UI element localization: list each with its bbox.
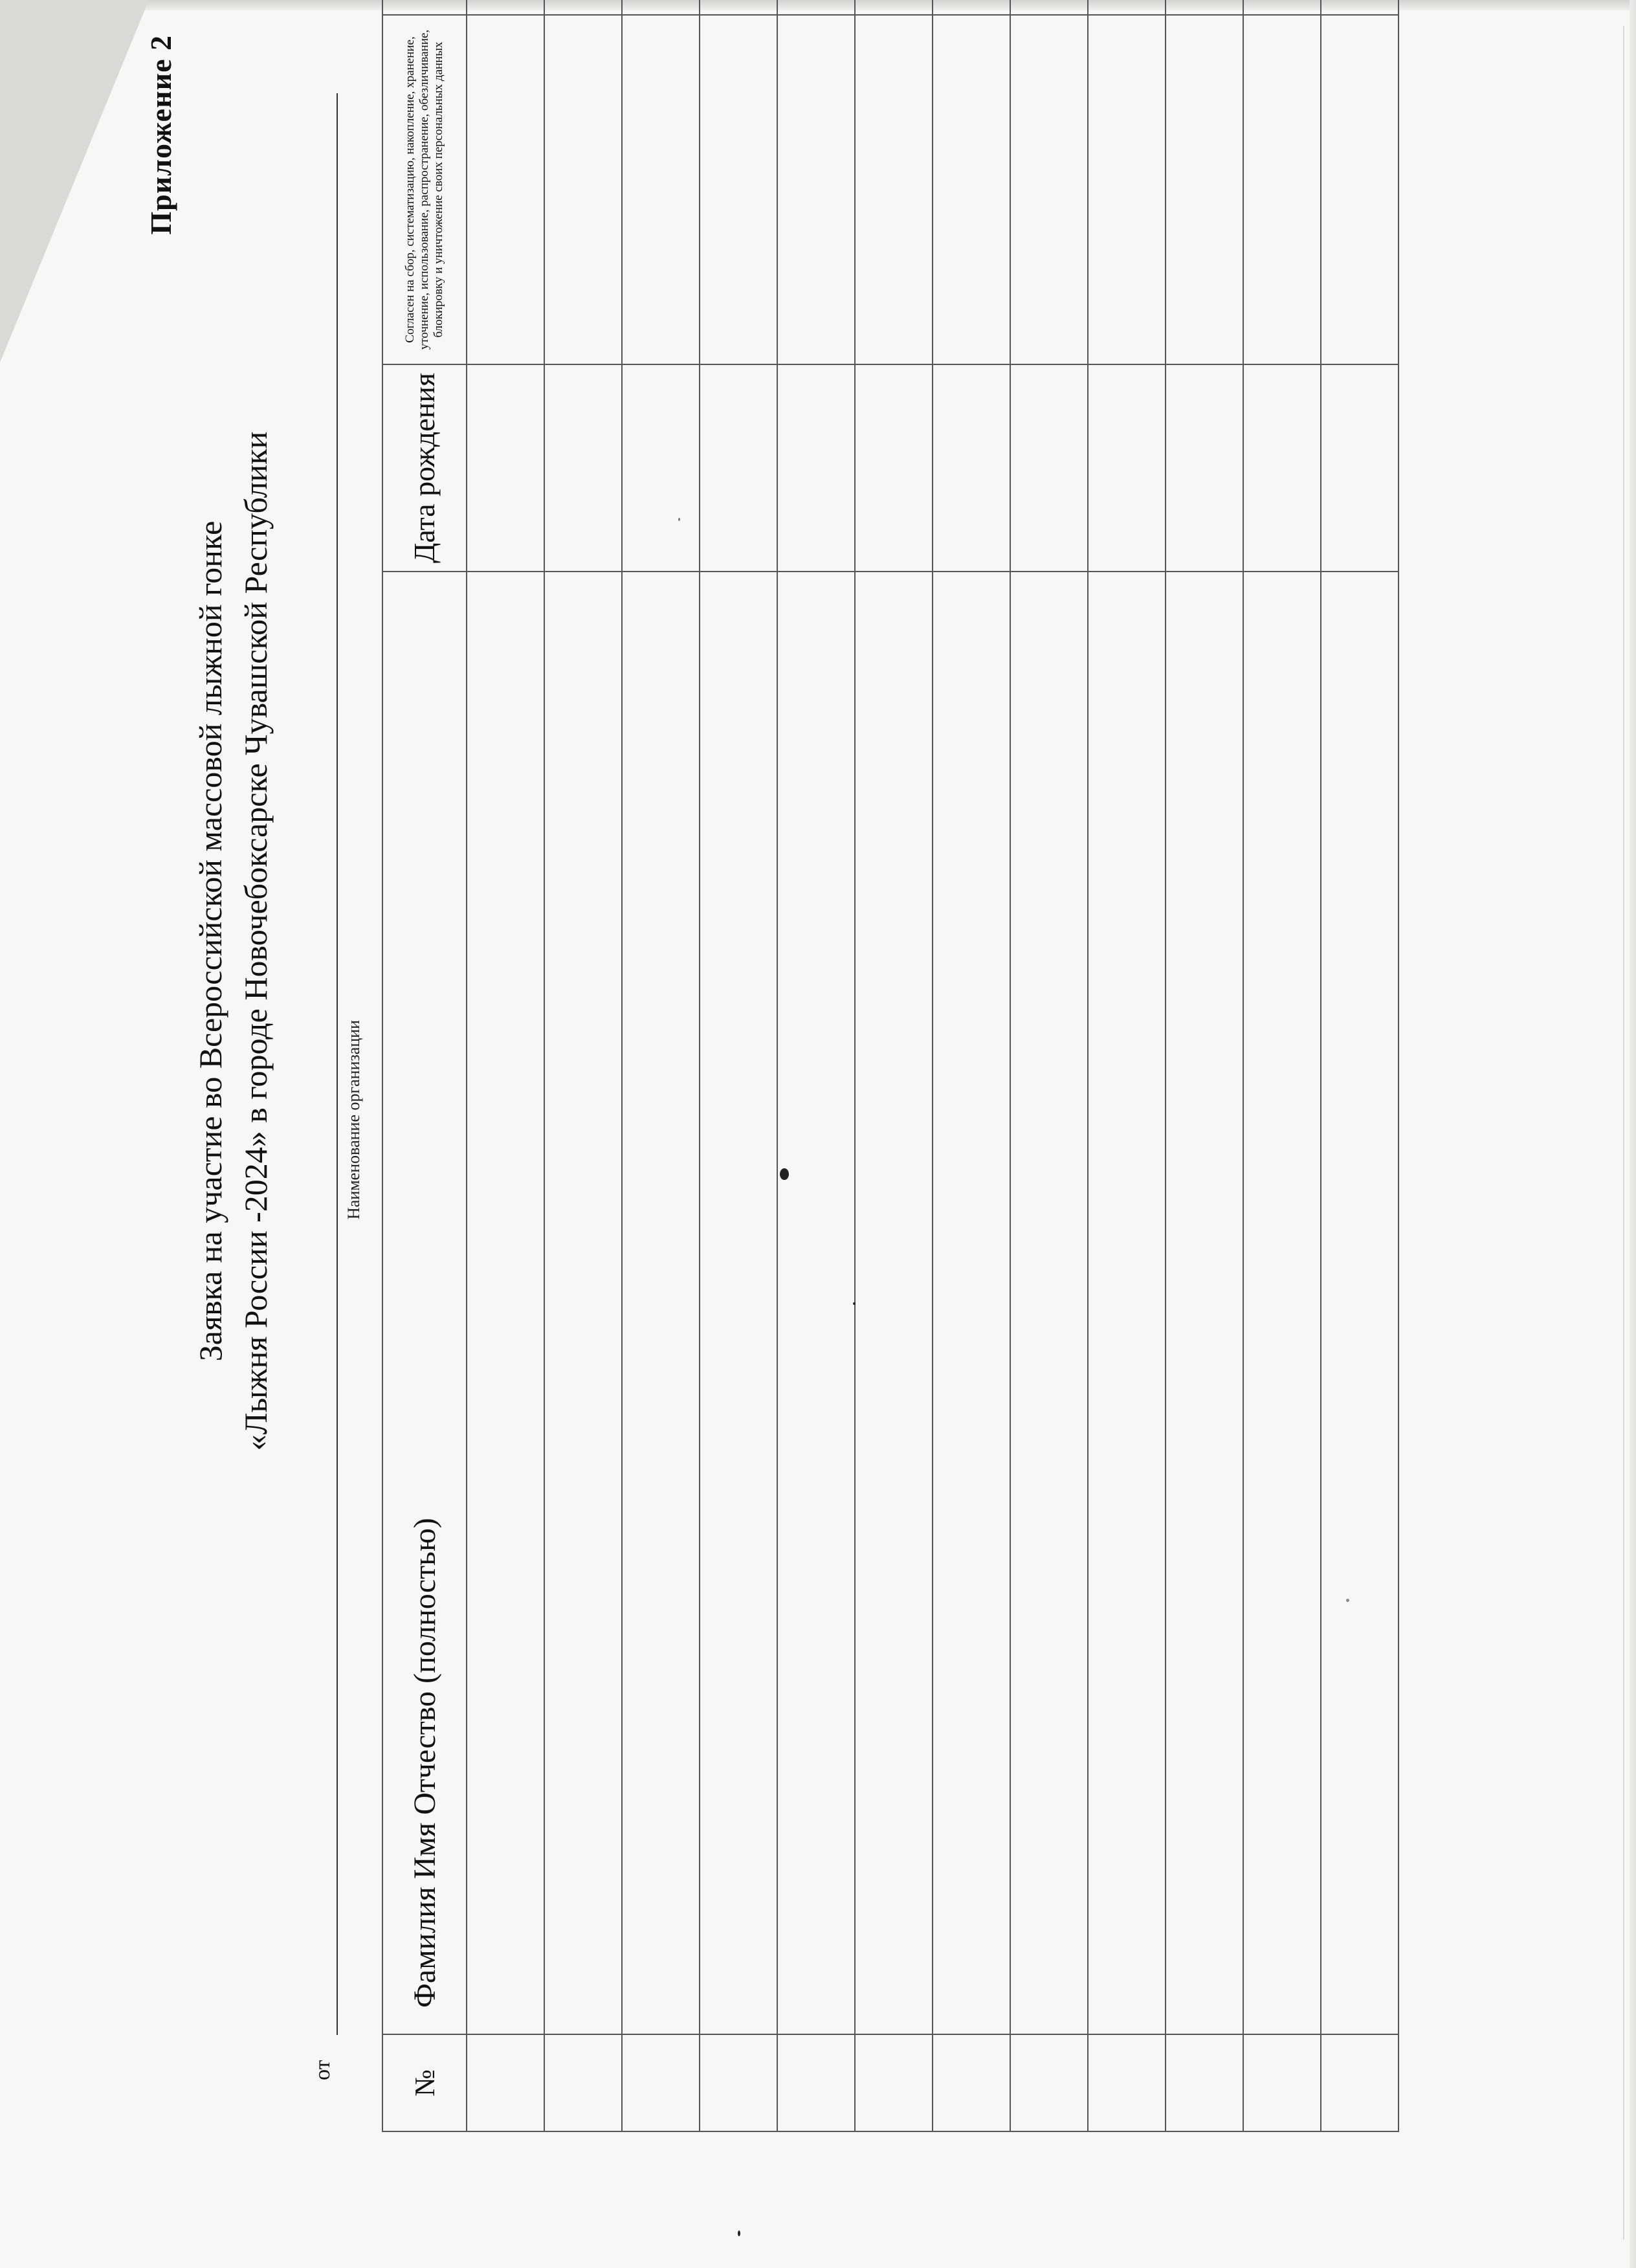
table-row [544, 0, 622, 2131]
cell-birth-date[interactable] [933, 364, 1010, 572]
header-doctor-approval [382, 0, 467, 15]
from-organization-row [304, 41, 343, 2080]
form-title-line-1: Заявка на участие во Всероссийской массовой лыжной гонке [192, 520, 228, 1362]
table-row [1088, 0, 1166, 2131]
cell-full-name[interactable] [933, 572, 1010, 2034]
cell-number[interactable] [777, 2034, 855, 2131]
cell-doctor-approval[interactable] [467, 0, 544, 15]
cell-birth-date[interactable] [544, 364, 622, 572]
cell-birth-date[interactable] [1088, 364, 1166, 572]
organization-fill-line[interactable] [337, 93, 338, 2035]
cell-number[interactable] [1321, 2034, 1398, 2131]
cell-full-name[interactable] [467, 572, 544, 2034]
header-data-consent: Согласен на сбор, систематизацию, накопление, хранение, уточнение, использование, распространение, обезличивание, блокировку и уничтожение своих персональных данных [382, 15, 467, 364]
cell-doctor-approval[interactable] [1088, 0, 1166, 15]
cell-doctor-approval[interactable] [1321, 0, 1398, 15]
cell-birth-date[interactable] [855, 364, 933, 572]
header-full-name: Фамилия Имя Отчество (полностью) [382, 572, 467, 2034]
cell-number[interactable] [622, 2034, 700, 2131]
scan-speck [1346, 1599, 1349, 1602]
cell-full-name[interactable] [544, 572, 622, 2034]
table-body [467, 0, 1398, 2131]
cell-data-consent[interactable] [933, 15, 1010, 364]
cell-doctor-approval[interactable] [700, 0, 777, 15]
table-row [467, 0, 544, 2131]
scan-speck [780, 1168, 789, 1180]
scan-speck [853, 1302, 856, 1305]
table-row [700, 0, 777, 2131]
cell-doctor-approval[interactable] [1243, 0, 1321, 15]
cell-data-consent[interactable] [1010, 15, 1088, 364]
cell-birth-date[interactable] [1243, 364, 1321, 572]
table-row [933, 0, 1010, 2131]
cell-full-name[interactable] [855, 572, 933, 2034]
table-header-row [382, 0, 467, 2131]
cell-number[interactable] [855, 2034, 933, 2131]
cell-data-consent[interactable] [1166, 15, 1243, 364]
cell-full-name[interactable] [1010, 572, 1088, 2034]
cell-full-name[interactable] [777, 572, 855, 2034]
cell-full-name[interactable] [622, 572, 700, 2034]
cell-data-consent[interactable] [467, 15, 544, 364]
cell-number[interactable] [467, 2034, 544, 2131]
cell-data-consent[interactable] [777, 15, 855, 364]
cell-number[interactable] [1166, 2034, 1243, 2131]
cell-data-consent[interactable] [544, 15, 622, 364]
participants-table [382, 0, 1399, 2132]
table-row [1010, 0, 1088, 2131]
cell-data-consent[interactable] [855, 15, 933, 364]
cell-doctor-approval[interactable] [777, 0, 855, 15]
table-row [1321, 0, 1398, 2131]
cell-full-name[interactable] [1166, 572, 1243, 2034]
cell-doctor-approval[interactable] [544, 0, 622, 15]
cell-number[interactable] [1010, 2034, 1088, 2131]
header-number: № [382, 2034, 467, 2131]
scan-speck [738, 2230, 740, 2236]
cell-data-consent[interactable] [1243, 15, 1321, 364]
table-row [1243, 0, 1321, 2131]
appendix-label: Приложение 2 [144, 35, 177, 235]
cell-birth-date[interactable] [700, 364, 777, 572]
cell-birth-date[interactable] [1166, 364, 1243, 572]
header-birth-date: Дата рождения [382, 364, 467, 572]
cell-doctor-approval[interactable] [1010, 0, 1088, 15]
cell-doctor-approval[interactable] [933, 0, 1010, 15]
table-row [622, 0, 700, 2131]
cell-number[interactable] [1243, 2034, 1321, 2131]
table-row [855, 0, 933, 2131]
cell-full-name[interactable] [1243, 572, 1321, 2034]
cell-birth-date[interactable] [1321, 364, 1398, 572]
cell-birth-date[interactable] [467, 364, 544, 572]
cell-full-name[interactable] [1088, 572, 1166, 2034]
organization-caption: Наименование организации [344, 1019, 363, 1219]
cell-doctor-approval[interactable] [622, 0, 700, 15]
cell-birth-date[interactable] [777, 364, 855, 572]
table-row [777, 0, 855, 2131]
cell-birth-date[interactable] [1010, 364, 1088, 572]
cell-number[interactable] [1088, 2034, 1166, 2131]
cell-number[interactable] [933, 2034, 1010, 2131]
cell-doctor-approval[interactable] [1166, 0, 1243, 15]
cell-number[interactable] [700, 2034, 777, 2131]
cell-data-consent[interactable] [700, 15, 777, 364]
cell-birth-date[interactable] [622, 364, 700, 572]
cell-number[interactable] [544, 2034, 622, 2131]
cell-data-consent[interactable] [1321, 15, 1398, 364]
table-row [1166, 0, 1243, 2131]
from-label: от [311, 2060, 335, 2080]
scan-speck [678, 518, 680, 521]
cell-full-name[interactable] [1321, 572, 1398, 2034]
cell-data-consent[interactable] [1088, 15, 1166, 364]
cell-doctor-approval[interactable] [855, 0, 933, 15]
form-title-line-2: «Лыжня России -2024» в городе Новочебоксарске Чувашской Республики [238, 431, 274, 1451]
form-title [188, 197, 278, 1685]
cell-data-consent[interactable] [622, 15, 700, 364]
cell-full-name[interactable] [700, 572, 777, 2034]
